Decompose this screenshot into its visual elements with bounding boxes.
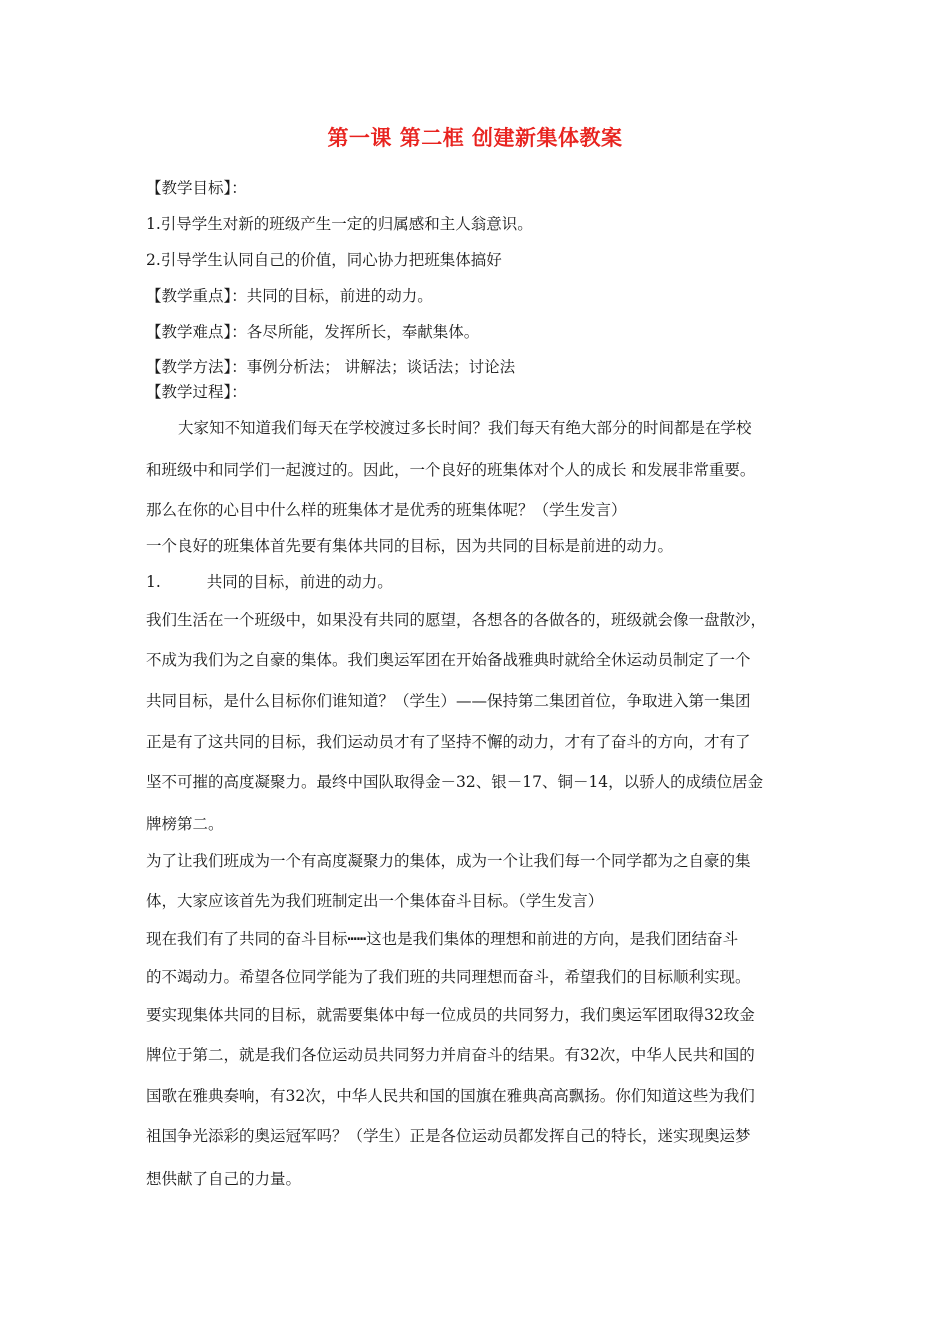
paragraph-line: 共同目标，是什么目标你们谁知道？（学生）——保持第二集团首位，争取进入第一集团 (146, 692, 751, 710)
paragraph-line: 和班级中和同学们一起渡过的。因此，一个良好的班集体对个人的成长 和发展非常重要。 (146, 461, 756, 479)
section-methods: 【教学方法】：事例分析法； 讲解法；谈话法；讨论法 (146, 358, 516, 376)
paragraph-line: 那么在你的心目中什么样的班集体才是优秀的班集体呢？（学生发言） (146, 501, 627, 519)
paragraph-line: 的不竭动力。希望各位同学能为了我们班的共同理想而奋斗，希望我们的目标顺利实现。 (146, 968, 751, 986)
paragraph-line: 牌位于第二，就是我们各位运动员共同努力并肩奋斗的结果。有32次，中华人民共和国的 (146, 1046, 755, 1064)
section-key-point: 【教学重点】：共同的目标，前进的动力。 (146, 287, 433, 305)
numbered-heading (146, 572, 393, 592)
paragraph-line: 牌榜第二。 (146, 815, 224, 833)
section-heading-objectives: 【教学目标】： (146, 179, 247, 197)
objective-item-2: 2.引导学生认同自己的价值，同心协力把班集体搞好 (146, 251, 502, 269)
section-difficulty: 【教学难点】：各尽所能，发挥所长，奉献集体。 (146, 323, 480, 341)
paragraph-line: 我们生活在一个班级中，如果没有共同的愿望，各想各的各做各的，班级就会像一盘散沙， (146, 611, 767, 629)
paragraph-line: 要实现集体共同的目标，就需要集体中每一位成员的共同努力，我们奥运军团取得32玫金 (146, 1006, 755, 1024)
paragraph-line: 不成为我们为之自豪的集体。我们奥运军团在开始备战雅典时就给全休运动员制定了一个 (146, 651, 751, 669)
paragraph-line: 正是有了这共同的目标，我们运动员才有了坚持不懈的动力，才有了奋斗的方向，才有了 (146, 733, 751, 751)
document-title: 第一课 第二框 创建新集体教案 (327, 126, 623, 150)
paragraph-line: 国歌在雅典奏响，有32次，中华人民共和国的国旗在雅典高高飘扬。你们知道这些为我们 (146, 1087, 755, 1105)
paragraph-line: 祖国争光添彩的奥运冠军吗？（学生）正是各位运动员都发挥自己的特长，迷实现奥运梦 (146, 1127, 751, 1145)
numbered-heading-text: 共同的目标，前进的动力。 (206, 573, 393, 591)
section-heading-process: 【教学过程】： (146, 383, 247, 401)
paragraph-line: 为了让我们班成为一个有高度凝聚力的集体，成为一个让我们每一个同学都为之自豪的集 (146, 852, 751, 870)
numbered-heading-number: 1. (146, 573, 161, 591)
paragraph-line: 体，大家应该首先为我们班制定出一个集体奋斗目标。（学生发言） (146, 892, 604, 910)
paragraph-line: 大家知不知道我们每天在学校渡过多长时间？我们每天有绝大部分的时间都是在学校 (178, 419, 752, 437)
objective-item-1: 1.引导学生对新的班级产生一定的归属感和主人翁意识。 (146, 215, 533, 233)
paragraph-line: 现在我们有了共同的奋斗目标┅┅这也是我们集体的理想和前进的方向，是我们团结奋斗 (146, 930, 739, 948)
paragraph-line: 坚不可摧的高度凝聚力。最终中国队取得金－32、银－17、铜－14，以骄人的成绩位居金 (146, 773, 764, 791)
paragraph-line: 想供献了自己的力量。 (146, 1170, 302, 1188)
paragraph-line: 一个良好的班集体首先要有集体共同的目标，因为共同的目标是前进的动力。 (146, 537, 674, 555)
